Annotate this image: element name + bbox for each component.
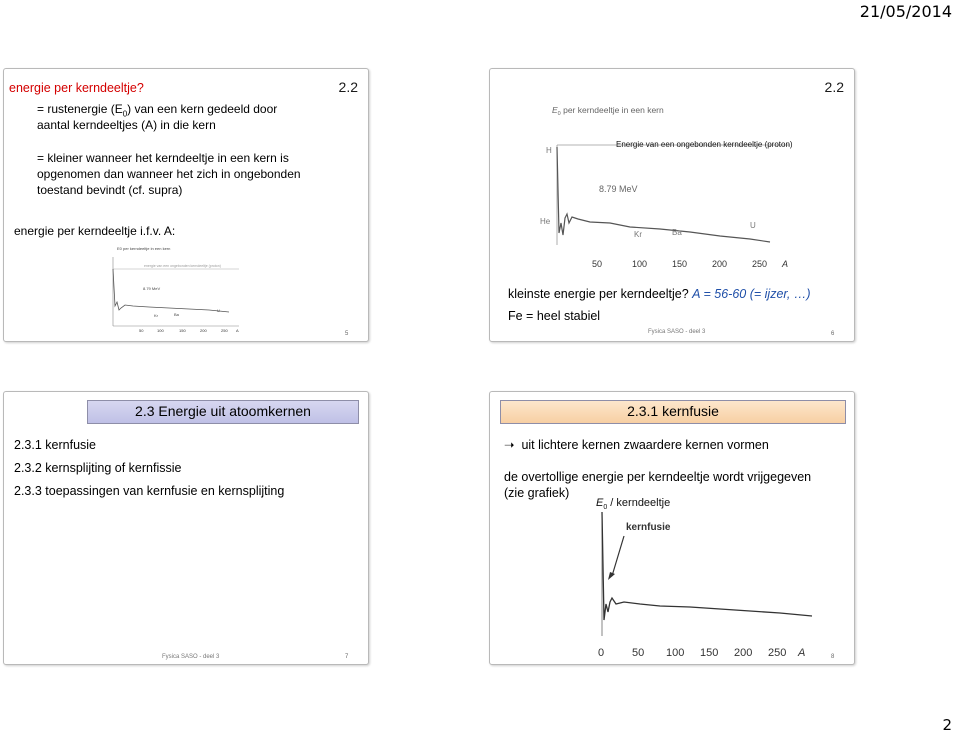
x-tick-label: 250	[768, 647, 787, 659]
slide-title: energie per kerndeeltje?	[9, 81, 144, 95]
fusion-line-2: (zie grafiek)	[504, 486, 570, 500]
binding-energy-graph-thumbnail	[99, 242, 249, 334]
x-tick-label: 200	[712, 259, 728, 269]
question: kleinste energie per kerndeeltje? A = 56-60 (= ijzer, …)	[508, 287, 811, 301]
slide-title: 2.3.1 kernfusie	[500, 400, 846, 424]
hydrogen-label: H	[546, 146, 552, 155]
x-tick-label: 200	[734, 647, 753, 659]
x-tick-label: 50	[632, 647, 645, 659]
x-tick-label: 100	[632, 259, 648, 269]
fusion-bullet: ➝ uit lichtere kernen zwaardere kernen vormen	[504, 438, 769, 452]
arrow-icon: ➝	[504, 438, 515, 452]
svg-text:200: 200	[200, 328, 207, 333]
slide-title: 2.3 Energie uit atoomkernen	[87, 400, 359, 424]
svg-text:8.79 MeV: 8.79 MeV	[143, 286, 161, 291]
toc-item-toepassingen: 2.3.3 toepassingen van kernfusie en kernsplijting	[14, 484, 285, 498]
barium-label: Ba	[672, 228, 682, 237]
slide-number: 8	[831, 654, 835, 660]
section-tag: 2.2	[824, 79, 844, 95]
slide-5[interactable]	[3, 68, 369, 342]
definition-line-3: = kleiner wanneer het kerndeeltje in een kern is	[37, 151, 289, 165]
x-tick-label: 100	[666, 647, 685, 659]
slide-7[interactable]	[3, 391, 369, 665]
graph-thumb-title: E0 per kerndeeltje in een kern	[117, 246, 171, 251]
svg-text:A: A	[236, 328, 239, 333]
fe-stable: Fe = heel stabiel	[508, 309, 601, 323]
uranium-label: U	[750, 221, 756, 230]
slide-number: 5	[345, 331, 349, 337]
kernfusie-label: kernfusie	[626, 522, 671, 533]
svg-text:150: 150	[179, 328, 186, 333]
graph-title: $E_0$ per kerndeeltje in een kern	[552, 105, 664, 117]
x-tick-label: 50	[592, 259, 603, 269]
svg-text:100: 100	[157, 328, 164, 333]
footer-text: Fysica SASO - deel 3	[648, 329, 706, 335]
slide-number: 7	[345, 654, 349, 660]
fusion-line-1: de overtollige energie per kerndeeltje wordt vrijgegeven	[504, 470, 812, 484]
slide-number: 6	[831, 331, 835, 337]
x-tick-label: 250	[752, 259, 768, 269]
graph-intro: energie per kerndeeltje i.f.v. A:	[14, 224, 176, 238]
toc-item-kernfusie: 2.3.1 kernfusie	[14, 438, 96, 452]
x-axis-label: A	[798, 647, 806, 659]
definition-line-5: toestand bevindt (cf. supra)	[37, 183, 183, 197]
fusion-graph	[580, 492, 840, 664]
helium-label: He	[540, 217, 551, 226]
page-number: 2	[942, 716, 952, 734]
svg-text:energie van een ongebonden ker: energie van een ongebonden kerndeeltje (proton)	[144, 264, 221, 268]
x-tick-label: 150	[700, 647, 719, 659]
binding-energy-graph	[500, 95, 800, 279]
definition-line-1: = rustenergie $(E_0)$ van een kern gedeeld door	[37, 102, 278, 119]
kernfusie-arrow	[612, 536, 624, 576]
krypton-label: Kr	[634, 230, 642, 239]
proton-energy-label: Energie van een ongebonden kerndeeltje (proton)	[616, 140, 793, 149]
arrow-head-icon	[608, 572, 615, 580]
section-tag: 2.2	[338, 79, 358, 95]
page-date: 21/05/2014	[859, 2, 952, 21]
graph-title: $E_0$ / kerndeeltje	[596, 497, 671, 511]
x-tick-label: 150	[672, 259, 688, 269]
toc-item-kernsplijting: 2.3.2 kernsplijting of kernfissie	[14, 461, 182, 475]
svg-text:U: U	[217, 308, 220, 313]
definition-line-2: aantal kerndeeltjes (A) in die kern	[37, 118, 216, 132]
svg-text:Kr: Kr	[154, 313, 158, 318]
mev-label: 8.79 MeV	[599, 184, 638, 194]
x-axis-label: A	[782, 259, 789, 269]
x-tick-label: 0	[598, 647, 605, 659]
binding-energy-curve	[557, 147, 770, 242]
definition-line-4: opgenomen dan wanneer het zich in ongebonden	[37, 167, 301, 181]
svg-text:Ba: Ba	[174, 312, 179, 317]
slide-6[interactable]	[489, 68, 855, 342]
svg-text:250: 250	[221, 328, 228, 333]
slide-8[interactable]	[489, 391, 855, 665]
svg-text:50: 50	[139, 328, 144, 333]
footer-text: Fysica SASO - deel 3	[162, 654, 220, 660]
